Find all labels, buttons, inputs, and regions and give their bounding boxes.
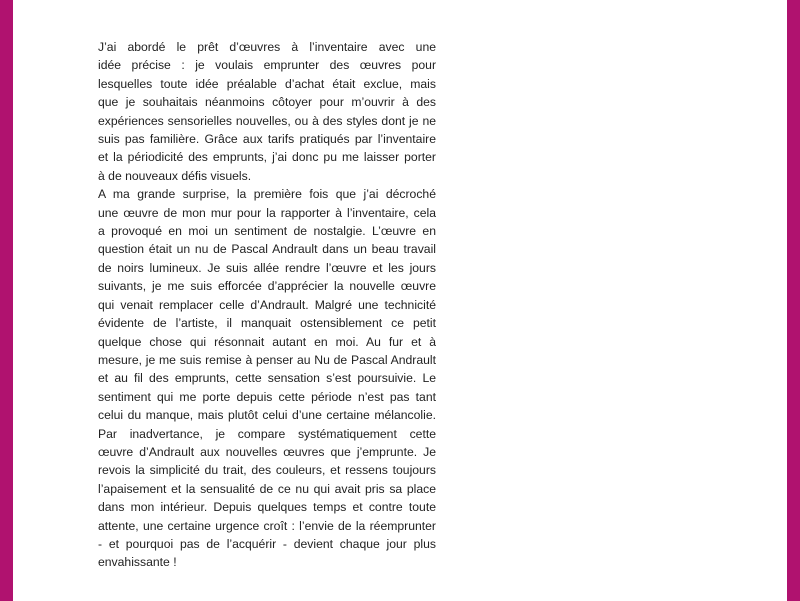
text-line: œuvre d’Andrault aux nouvelles œuvres que j’emprunte. Je (98, 444, 436, 459)
text-line: mesure, je me suis remise à penser au Nu de Pascal Andrault (98, 352, 436, 367)
text-line: idée précise : je voulais emprunter des œuvres pour (98, 58, 436, 73)
body-text (98, 38, 436, 572)
text-line: A ma grande surprise, la première fois que j’ai décroché (98, 187, 436, 202)
text-line: dans mon intérieur. Depuis quelques temps et contre toute (98, 500, 436, 515)
text-line: l’apaisement et la sensualité de ce nu qui avait pris sa place (98, 481, 436, 496)
text-line: et la périodicité des emprunts, j’ai donc pu me laisser porter (98, 150, 436, 165)
text-line: que je souhaitais néanmoins côtoyer pour m’ouvrir à des (98, 95, 436, 110)
text-line: lesquelles toute idée préalable d’achat était exclue, mais (98, 76, 436, 91)
text-line: question était un nu de Pascal Andrault dans un beau travail (98, 242, 436, 257)
text-line: revois la simplicité du trait, des couleurs, et ressens toujours (98, 463, 436, 478)
paragraph-2 (98, 185, 436, 572)
right-magenta-border (787, 0, 800, 601)
text-line: celui du manque, mais plutôt celui d’une certaine mélancolie. (98, 408, 436, 423)
text-line: évidente de l’artiste, il manquait ostensiblement ce petit (98, 316, 436, 331)
text-line: Par inadvertance, je compare systématiquement cette (98, 426, 436, 441)
text-line: qui venait remplacer celle d’Andrault. Malgré une technicité (98, 297, 436, 312)
text-line: suivants, je me suis efforcée d’apprécier la nouvelle œuvre (98, 279, 436, 294)
text-line: quelque chose qui résonnait autant en moi. Au fur et à (98, 334, 436, 349)
text-line: une œuvre de mon mur pour la rapporter à l’inventaire, cela (98, 205, 436, 220)
text-line: envahissante ! (98, 555, 177, 570)
left-magenta-border (0, 0, 13, 601)
text-line: J’ai abordé le prêt d’œuvres à l’inventaire avec une (98, 40, 436, 54)
paragraph-1 (98, 38, 436, 185)
text-line: expériences sensorielles nouvelles, ou à des styles dont je ne (98, 113, 436, 128)
text-line: suis pas familière. Grâce aux tarifs pratiqués par l’inventaire (98, 132, 436, 147)
text-line: de noirs lumineux. Je suis allée rendre l’œuvre et les jours (98, 260, 436, 275)
text-line: a provoqué en moi un sentiment de nostalgie. L’œuvre en (98, 224, 436, 239)
text-line: sentiment qui me porte depuis cette période n’est pas tant (98, 389, 436, 404)
text-line: attente, une certaine urgence croît : l’envie de la réemprunter (98, 518, 436, 533)
text-line: - et pourquoi pas de l’acquérir - devient chaque jour plus (98, 536, 436, 551)
text-line: à de nouveaux défis visuels. (98, 168, 252, 183)
text-line: et au fil des emprunts, cette sensation s’est poursuivie. Le (98, 371, 436, 386)
